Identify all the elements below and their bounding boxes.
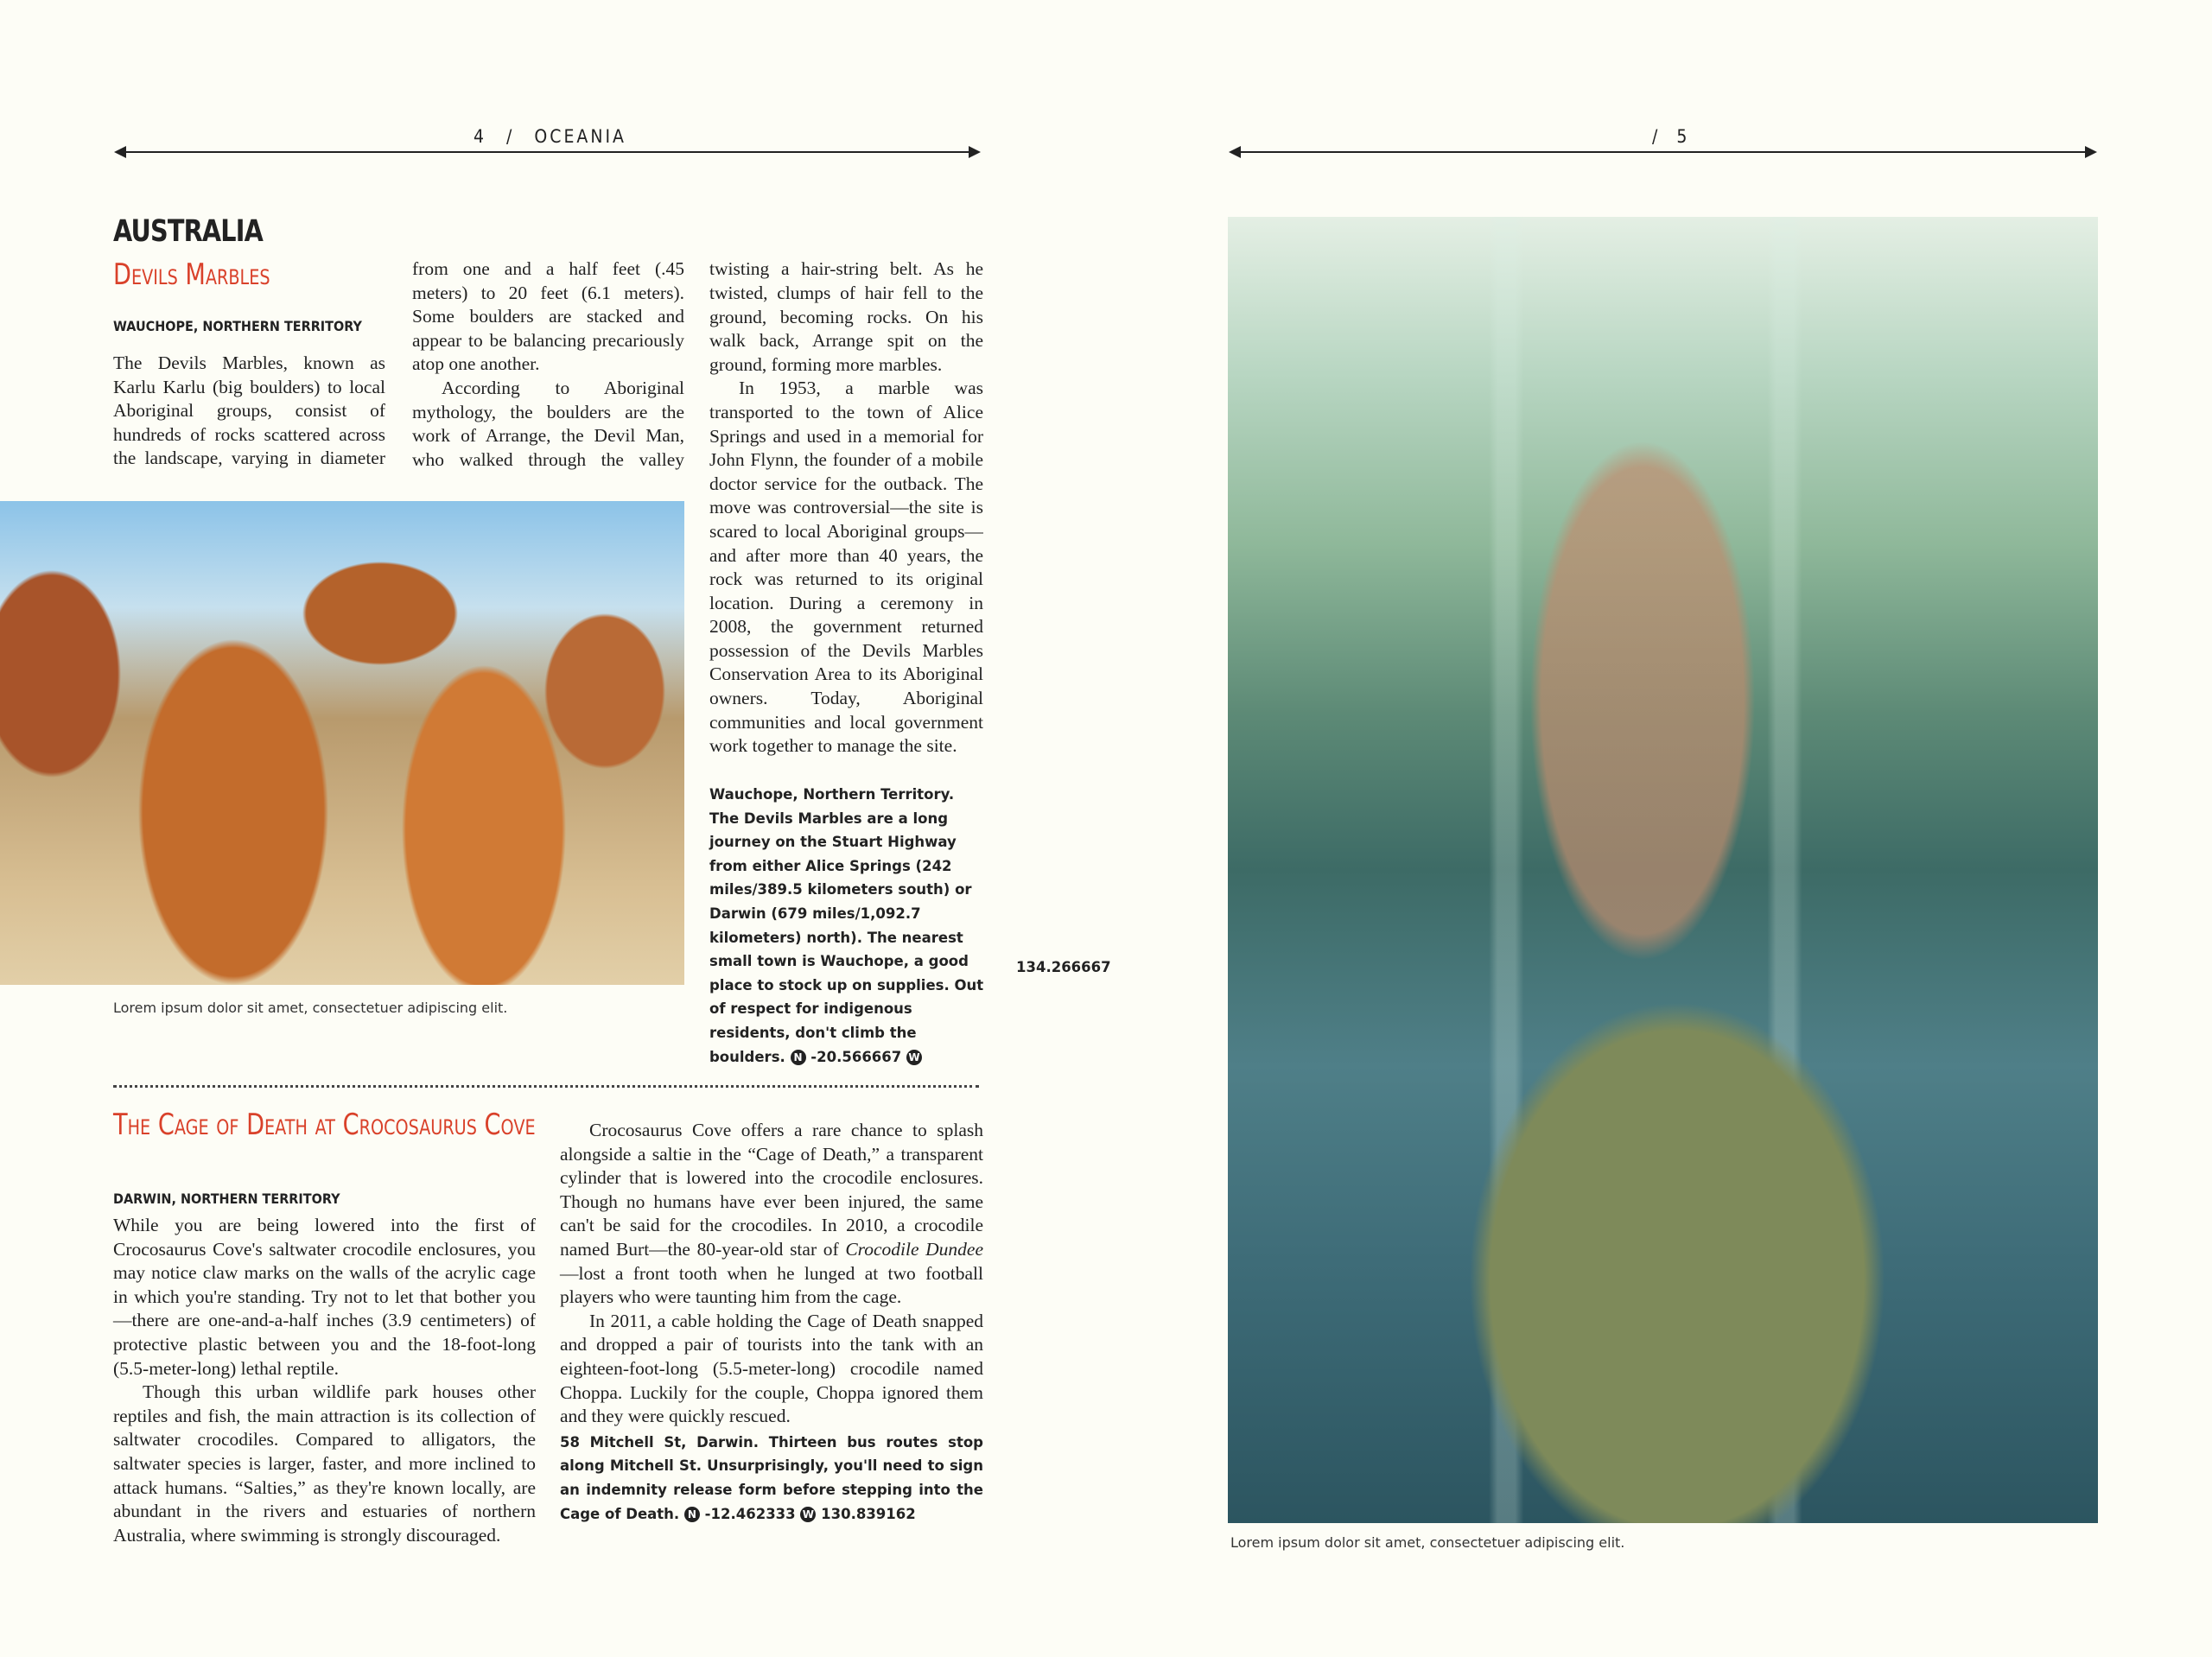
- article2-paragraph: While you are being lowered into the first of Crocosaurus Cove's saltwater crocodile enclosures, you may notice claw marks on the walls of the acrylic cage in which you're standing. Try not to let that bother you—there are one-and-a-half inches (3.9 centimeters) of protective plastic between you and the 18-foot-long (5.5-meter-long) lethal reptile.: [113, 1215, 536, 1379]
- article2-latitude: -12.462333: [704, 1505, 796, 1522]
- country-heading: AUSTRALIA: [113, 214, 263, 249]
- article2-info: [560, 1431, 983, 1526]
- right-running-head: [1652, 126, 1689, 147]
- article1-paragraph-cont: from one and a half feet (.45 meters) to 20 feet (6.1 meters). Some boulders are stacked and appear to be balancing precariously atop one another.: [412, 257, 684, 375]
- article1-info-text: Wauchope, Northern Territory. The Devils Marbles are a long journey on the Stuart Highway from either Alice Springs (242 miles/389.5 kilometers south) or Darwin (679 miles/1,092.7 kilometers) north). The nearest small town is Wauchope, a good place to stock up on supplies. Out of respect for indigenous residents, don't climb the boulders.: [709, 786, 984, 1065]
- article2-info-text: 58 Mitchell St, Darwin. Thirteen bus routes stop along Mitchell St. Unsurprisingly, you'll need to sign an indemnity release form before stepping into the Cage of Death.: [560, 1433, 983, 1522]
- article2-location: DARWIN, NORTHERN TERRITORY: [113, 1190, 340, 1207]
- section-divider: [113, 1085, 979, 1088]
- north-badge-icon: N: [684, 1507, 700, 1522]
- left-separator: /: [506, 126, 515, 147]
- north-badge-icon: N: [791, 1050, 806, 1065]
- west-badge-icon: W: [906, 1050, 922, 1065]
- article1-paragraph: The Devils Marbles, known as Karlu Karlu (big boulders) to local Aboriginal groups, consist of hundreds of rocks scattered across the landscape, varying in diameter: [113, 352, 385, 469]
- right-separator: /: [1652, 126, 1661, 147]
- crocodile-cage-photo: [1228, 217, 2098, 1523]
- left-running-head: [474, 126, 626, 147]
- article2-paragraph: Crocosaurus Cove offers a rare chance to splash alongside a saltie in the “Cage of Death,” a transparent cylinder that is lowered into the crocodile enclosures. Though no humans have ever been injured, the same can't be said for the crocodiles. In 2010, a crocodile named Burt—the 80-year-old star of: [560, 1120, 983, 1260]
- article1-paragraph: In 1953, a marble was transported to the town of Alice Springs and used in a memorial for John Flynn, the founder of a mobile doctor service for the outback. The move was controversial—the site is scared to local Aboriginal groups—and after more than 40 years, the rock was returned to its original location. During a ceremony in 2008, the government returned possession of the Devils Marbles Conservation Area to its Aboriginal owners. Today, Aboriginal communities and local government work together to manage the site.: [709, 378, 983, 757]
- article2-col1: [113, 1214, 536, 1547]
- article1-latitude: -20.566667: [810, 1048, 902, 1065]
- right-header-rule: [1230, 151, 2095, 153]
- section-name: OCEANIA: [534, 126, 626, 147]
- article1-col1: [113, 352, 385, 473]
- article2-paragraph-end: —lost a front tooth when he lunged at two football players who were taunting him from the cage.: [560, 1262, 983, 1308]
- article1-photo-caption: Lorem ipsum dolor sit amet, consectetuer adipiscing elit.: [113, 1000, 508, 1016]
- article2-photo-caption: Lorem ipsum dolor sit amet, consectetuer adipiscing elit.: [1230, 1534, 1625, 1551]
- article1-title: Devils Marbles: [113, 257, 270, 292]
- west-badge-icon: W: [800, 1507, 816, 1522]
- article1-paragraph: According to Aboriginal mythology, the boulders are the work of Arrange, the Devil Man, who walked through the valley: [412, 377, 684, 470]
- article2-longitude: 130.839162: [821, 1505, 916, 1522]
- film-title: Crocodile Dundee: [845, 1238, 984, 1260]
- article1-col2: [412, 257, 684, 473]
- left-page-number: 4: [474, 126, 487, 147]
- devils-marbles-photo: [0, 501, 684, 985]
- article1-longitude: 134.266667: [1016, 959, 1111, 975]
- article2-col2: [560, 1119, 983, 1526]
- article1-col3: [709, 257, 983, 783]
- article1-paragraph-cont: twisting a hair-string belt. As he twisted, clumps of hair fell to the ground, becoming rocks. On his walk back, Arrange spit on the ground, forming more marbles.: [709, 258, 983, 375]
- article1-location: WAUCHOPE, NORTHERN TERRITORY: [113, 318, 362, 334]
- article1-info: [709, 783, 986, 1069]
- article2-title: The Cage of Death at Crocosaurus Cove: [113, 1108, 536, 1142]
- left-header-rule: [116, 151, 979, 153]
- article2-paragraph: In 2011, a cable holding the Cage of Death snapped and dropped a pair of tourists into the tank with an eighteen-foot-long (5.5-meter-long) crocodile named Choppa. Luckily for the couple, Choppa ignored them and they were quickly rescued.: [560, 1310, 983, 1427]
- article2-paragraph: Though this urban wildlife park houses other reptiles and fish, the main attraction is its collection of saltwater crocodiles. Compared to alligators, the saltwater species is larger, faster, and more inclined to attack humans. “Salties,” as they're known locally, are abundant in the rivers and estuaries of northern Australia, where swimming is strongly discouraged.: [113, 1381, 536, 1546]
- right-page-number: 5: [1676, 126, 1690, 147]
